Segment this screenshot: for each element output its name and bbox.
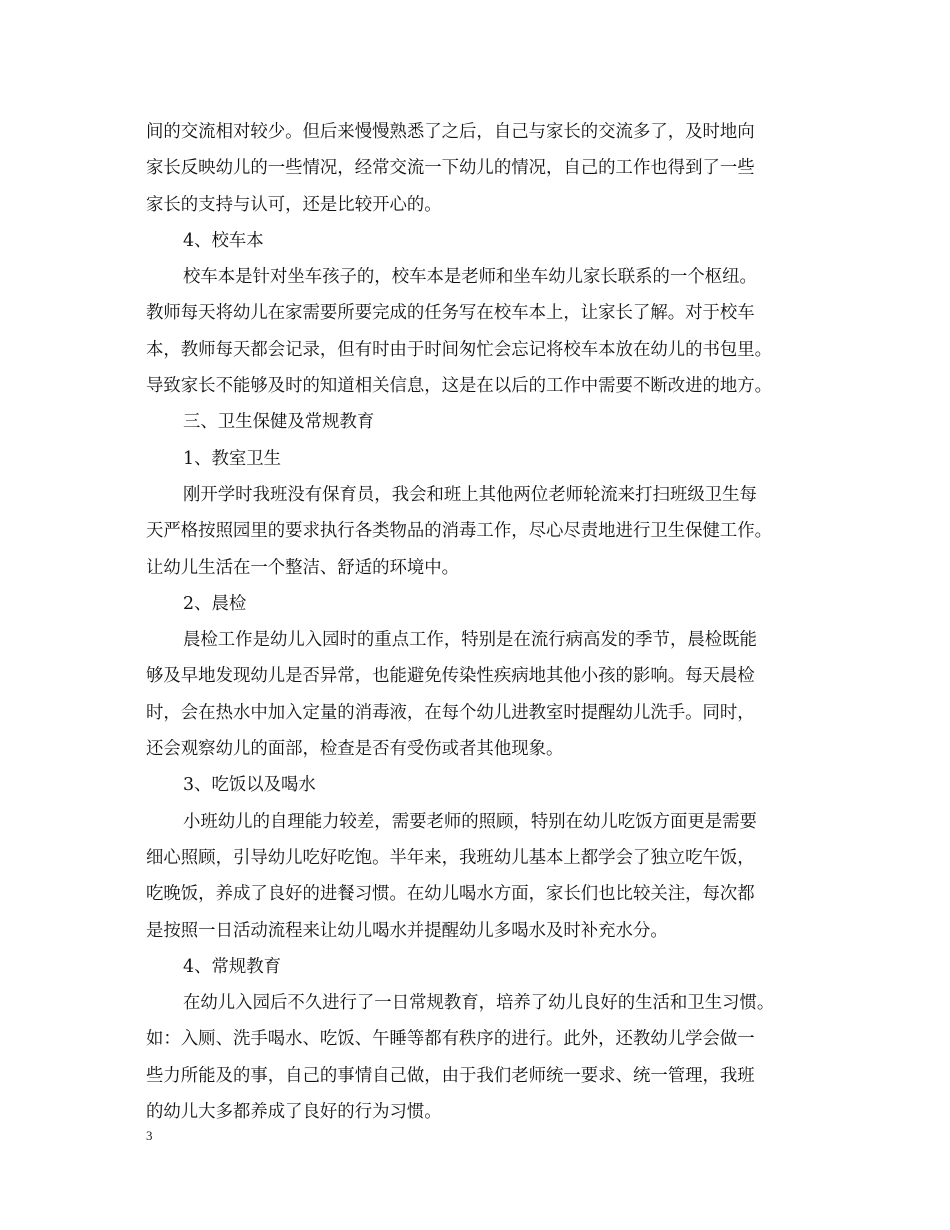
text-line: 是按照一日活动流程来让幼儿喝水并提醒幼儿多喝水及时补充水分。 [146,920,668,941]
text-line: 吃晚饭，养成了良好的进餐习惯。在幼儿喝水方面，家长们也比较关注，每次都 [146,884,755,905]
text-line: 够及早地发现幼儿是否异常，也能避免传染性疾病地其他小孩的影响。每天晨检 [146,666,755,687]
text-line: 时，会在热水中加入定量的消毒液，在每个幼儿进教室时提醒幼儿洗手。同时， [146,702,755,723]
section-heading: 三、卫生保健及常规教育 [183,412,375,433]
page-number: 3 [146,1128,153,1143]
text-line: 细心照顾，引导幼儿吃好吃饱。半年来，我班幼儿基本上都学会了独立吃午饭， [146,847,755,868]
text-line: 导致家长不能够及时的知道相关信息，这是在以后的工作中需要不断改进的地方。 [146,376,773,397]
text-line: 的幼儿大多都养成了良好的行为习惯。 [146,1102,442,1123]
text-line: 本，教师每天都会记录，但有时由于时间匆忙会忘记将校车本放在幼儿的书包里。 [146,339,773,360]
text-line: 如：入厕、洗手喝水、吃饭、午睡等都有秩序的进行。此外，还教幼儿学会做一 [146,1029,755,1050]
text-line: 家长反映幼儿的一些情况，经常交流一下幼儿的情况，自己的工作也得到了一些 [146,158,755,179]
paragraph-first-line: 刚开学时我班没有保育员，我会和班上其他两位老师轮流来打扫班级卫生每 [183,484,757,505]
section-heading: 2、晨检 [183,593,247,614]
text-line: 些力所能及的事，自己的事情自己做，由于我们老师统一要求、统一管理，我班 [146,1065,755,1086]
paragraph-first-line: 在幼儿入园后不久进行了一日常规教育，培养了幼儿良好的生活和卫生习惯。 [183,993,775,1014]
paragraph-first-line: 晨检工作是幼儿入园时的重点工作，特别是在流行病高发的季节，晨检既能 [183,630,757,651]
text-line: 家长的支持与认可，还是比较开心的。 [146,194,442,215]
section-heading: 1、教室卫生 [183,448,282,469]
document-body [146,114,808,1130]
text-line: 让幼儿生活在一个整洁、舒适的环境中。 [146,557,460,578]
text-line: 天严格按照园里的要求执行各类物品的消毒工作，尽心尽责地进行卫生保健工作。 [146,521,773,542]
paragraph-first-line: 校车本是针对坐车孩子的，校车本是老师和坐车幼儿家长联系的一个枢纽。 [183,267,757,288]
text-line: 间的交流相对较少。但后来慢慢熟悉了之后，自己与家长的交流多了，及时地向 [146,122,755,142]
text-line: 教师每天将幼儿在家需要所要完成的任务写在校车本上，让家长了解。对于校车 [146,303,755,324]
section-heading: 4、常规教育 [183,956,282,977]
text-line: 还会观察幼儿的面部，检查是否有受伤或者其他现象。 [146,739,564,760]
section-heading: 3、吃饭以及喝水 [183,775,316,796]
paragraph-first-line: 小班幼儿的自理能力较差，需要老师的照顾，特别在幼儿吃饭方面更是需要 [183,811,757,832]
section-heading: 4、校车本 [183,230,264,251]
